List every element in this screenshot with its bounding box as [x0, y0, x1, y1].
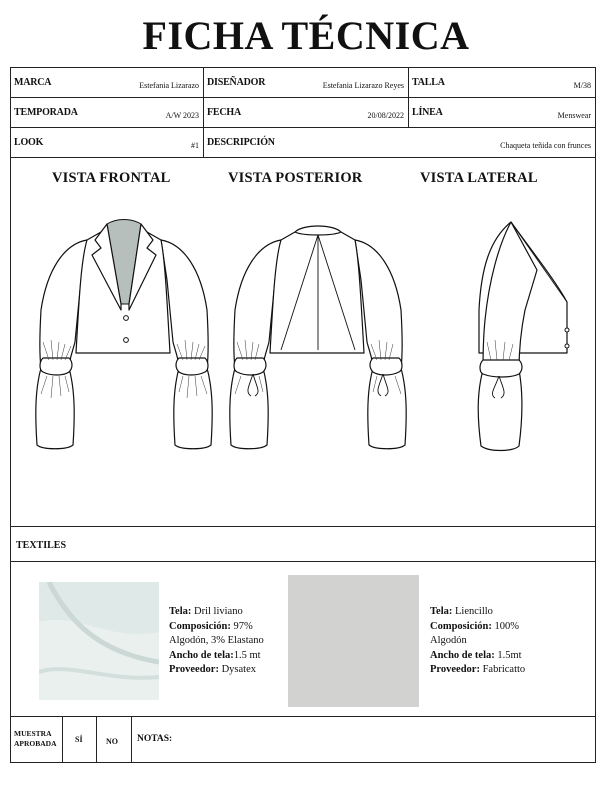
notas-label: NOTAS: — [137, 734, 173, 744]
proveedor-label: Proveedor: — [430, 664, 480, 675]
talla-label: TALLA — [412, 77, 445, 88]
ancho-value: 1.5mt — [497, 649, 522, 661]
composicion-value-cont: Algodón — [430, 635, 467, 646]
descripcion-value: Chaqueta teñida con frunces — [500, 141, 591, 150]
talla-value: M/38 — [573, 81, 591, 90]
linea-label: LÍNEA — [412, 107, 443, 118]
view-title-lateral: VISTA LATERAL — [420, 170, 538, 186]
ancho-label: Ancho de tela: — [430, 649, 495, 661]
composicion-label: Composición: — [430, 620, 492, 632]
tela-value: Dril liviano — [194, 606, 243, 617]
fabric-swatch-liencillo — [288, 575, 419, 707]
look-value: #1 — [191, 141, 199, 150]
proveedor-label: Proveedor: — [169, 664, 219, 675]
textiles-heading: TEXTILES — [16, 540, 67, 551]
no-checkbox-cell[interactable] — [96, 717, 131, 763]
tela-label: Tela: — [430, 606, 453, 617]
header-row-3 — [11, 128, 595, 158]
page-title: FICHA TÉCNICA — [142, 13, 470, 58]
talla-cell — [408, 68, 595, 97]
muestra-label: MUESTRA — [14, 729, 52, 738]
fabric-swatch-dril — [39, 582, 159, 700]
back-jacket-sketch — [223, 210, 413, 460]
fabric-info-1 — [169, 605, 264, 678]
temporada-label: TEMPORADA — [14, 107, 78, 118]
no-label: NO — [106, 737, 118, 746]
marca-label: MARCA — [14, 77, 52, 88]
descripcion-label: DESCRIPCIÓN — [207, 137, 275, 148]
si-checkbox-cell[interactable] — [62, 717, 96, 763]
look-cell — [11, 128, 203, 157]
side-jacket-sketch — [459, 210, 589, 460]
approval-footer — [11, 716, 595, 762]
ancho-value: 1.5 mt — [233, 649, 261, 661]
linea-cell — [408, 98, 595, 127]
fecha-value: 20/08/2022 — [367, 111, 404, 120]
disenador-label: DISEÑADOR — [207, 77, 266, 88]
views-area — [11, 158, 595, 527]
temporada-value: A/W 2023 — [165, 111, 199, 120]
fabric-info-2 — [430, 605, 525, 678]
tela-label: Tela: — [169, 606, 192, 617]
look-label: LOOK — [14, 137, 44, 148]
temporada-cell — [11, 98, 203, 127]
disenador-cell — [203, 68, 408, 97]
proveedor-value: Fabricatto — [482, 664, 526, 675]
composicion-value: 100% — [494, 620, 519, 632]
descripcion-cell — [203, 128, 595, 157]
notas-cell[interactable] — [131, 717, 595, 763]
ancho-label: Ancho de tela: — [169, 649, 234, 661]
tech-sheet-frame — [10, 67, 596, 763]
view-title-frontal: VISTA FRONTAL — [52, 170, 171, 186]
composicion-value-cont: Algodón, 3% Elastano — [169, 635, 264, 646]
marca-value: Estefania Lizarazo — [139, 81, 199, 90]
fecha-cell — [203, 98, 408, 127]
textiles-section-header — [11, 527, 595, 562]
view-title-posterior: VISTA POSTERIOR — [228, 170, 363, 186]
front-jacket-sketch — [29, 210, 219, 460]
header-row-2 — [11, 98, 595, 128]
marca-cell — [11, 68, 203, 97]
header-row-1 — [11, 68, 595, 98]
linea-value: Menswear — [557, 111, 591, 120]
aprobada-label: APROBADA — [14, 739, 57, 748]
disenador-value: Estefania Lizarazo Reyes — [322, 81, 404, 90]
si-label: SÍ — [75, 735, 83, 744]
tela-value: Liencillo — [455, 606, 493, 617]
composicion-label: Composición: — [169, 620, 231, 632]
muestra-aprobada-cell — [11, 717, 62, 763]
proveedor-value: Dysatex — [221, 664, 256, 675]
fecha-label: FECHA — [207, 107, 242, 118]
composicion-value: 97% — [233, 620, 253, 632]
